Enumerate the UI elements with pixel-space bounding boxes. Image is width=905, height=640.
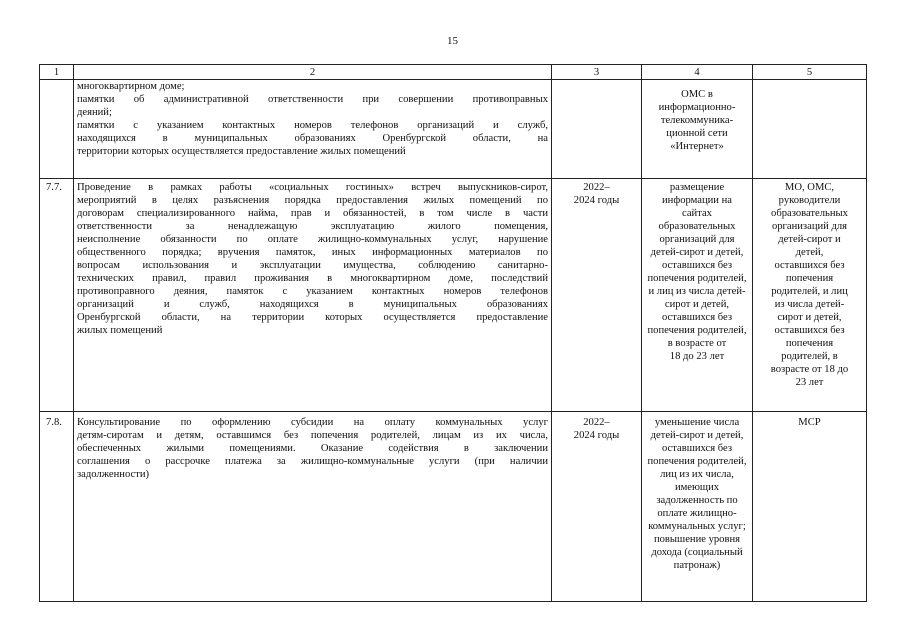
description-line: задолженности) — [77, 469, 150, 480]
cell-line: телекоммуника- — [660, 115, 734, 126]
description-line: неисполнение обязанности по оплате жилищно-коммунальных услуг, нарушение — [77, 234, 548, 245]
cell-line: 23 лет — [795, 377, 824, 388]
cell-line: попечения родителей, — [647, 325, 747, 336]
description-line: обеспеченных жилыми помещениями. Оказание содействия в заключении — [77, 443, 548, 454]
cell-line: оставшихся без — [661, 443, 733, 454]
cell-line: детей-сирот и — [778, 234, 841, 245]
description-line: ответственности за ненадлежащую эксплуатацию жилого помещения, — [77, 221, 548, 232]
cell-line: образовательных — [658, 221, 736, 232]
cell-line: информационно- — [658, 102, 736, 113]
cell-line: дохода (социальный — [651, 547, 743, 558]
header-col-1: 1 — [40, 65, 74, 80]
cell-line: сирот и детей, — [664, 299, 730, 310]
cell-line: 2022– — [583, 417, 610, 428]
description-line: договорам специализированного найма, прав и обязанностей, в том числе в части — [77, 208, 548, 219]
measure-description — [74, 179, 552, 412]
period-cell — [552, 80, 642, 179]
cell-line: уменьшение числа — [654, 417, 740, 428]
cell-line: оплате жилищно- — [657, 508, 737, 519]
page-number: 15 — [447, 35, 458, 47]
cell-line: оставшихся без — [661, 312, 733, 323]
cell-line: МО, ОМС, — [784, 182, 835, 193]
result-cell — [642, 179, 753, 412]
cell-line: попечения — [785, 273, 834, 284]
cell-line: размещение — [669, 182, 725, 193]
header-col-4: 4 — [642, 65, 753, 80]
cell-line: оставшихся без — [774, 260, 845, 271]
header-col-3: 3 — [552, 65, 642, 80]
cell-line: 2024 годы — [573, 430, 620, 441]
cell-line: и лиц из числа детей- — [648, 286, 746, 297]
description-line: деяний; — [77, 107, 112, 118]
executor-cell — [753, 179, 867, 412]
period-cell — [552, 179, 642, 412]
description-line: детям-сиротам и детям, оставшимся без попечения родителей, лицам из их числа, — [77, 430, 548, 441]
cell-line: образовательных — [771, 208, 848, 219]
cell-line: попечения — [785, 338, 834, 349]
description-line: мероприятий в целях разъяснения порядка предоставления жилых помещений по — [77, 195, 548, 206]
measure-description — [74, 412, 552, 602]
cell-line: в возрасте от — [667, 338, 727, 349]
cell-line: оставшихся без — [774, 325, 845, 336]
cell-line: возрасте от 18 до — [770, 364, 849, 375]
cell-line: имеющих — [674, 482, 720, 493]
cell-line: информации на — [662, 195, 732, 206]
table-row — [40, 412, 867, 602]
cell-line: родителей, в — [781, 351, 838, 362]
cell-line: ционной сети — [666, 128, 728, 139]
row-number: 7.8. — [40, 412, 74, 602]
cell-line: МСР — [798, 417, 821, 428]
description-line: Проведение в рамках работы «социальных гостиных» встреч выпускников-сирот, — [77, 182, 548, 193]
measure-description — [74, 80, 552, 179]
executor-cell — [753, 80, 867, 179]
cell-line: из числа детей- — [774, 299, 845, 310]
cell-line: попечения родителей, — [647, 273, 747, 284]
cell-line: организаций для — [771, 221, 848, 232]
cell-line: детей, — [795, 247, 824, 258]
cell-line: попечения родителей, — [647, 456, 747, 467]
description-line: противоправного деяния, памяток с указанием контактных номеров телефонов — [77, 286, 548, 297]
executor-cell — [753, 412, 867, 602]
description-line: многоквартирном доме; — [77, 81, 185, 92]
table-header-row — [40, 65, 867, 80]
cell-line: детей-сирот и детей, — [650, 430, 744, 441]
row-number: 7.7. — [40, 179, 74, 412]
description-line: общественного порядка; вручения памяток, иных информационных материалов по — [77, 247, 548, 258]
header-col-5: 5 — [753, 65, 867, 80]
description-line: памятки с указанием контактных номеров телефонов организаций и служб, — [77, 120, 548, 131]
cell-line: ОМС в — [681, 89, 713, 100]
description-line: вопросам использования и эксплуатации имущества, соблюдению санитарно- — [77, 260, 548, 271]
cell-line: 2024 годы — [573, 195, 620, 206]
description-line: Оренбургской области, на территории которых осуществляется предоставление — [77, 312, 548, 323]
cell-line: 18 до 23 лет — [669, 351, 725, 362]
description-line: технических правил, правил проживания в многоквартирном доме, последствий — [77, 273, 548, 284]
cell-line: оставшихся без — [661, 260, 733, 271]
cell-line: задолженность по — [656, 495, 738, 506]
header-col-2: 2 — [74, 65, 552, 80]
cell-line: детей-сирот и детей, — [650, 247, 744, 258]
period-cell — [552, 412, 642, 602]
table-row — [40, 80, 867, 179]
description-line: территории которых осуществляется предоставление жилых помещений — [77, 146, 406, 157]
description-line: жилых помещений — [77, 325, 163, 336]
row-number — [40, 80, 74, 179]
cell-line: организаций для — [659, 234, 735, 245]
measures-table — [39, 64, 867, 602]
cell-line: 2022– — [583, 182, 610, 193]
result-cell — [642, 80, 753, 179]
cell-line: руководители — [778, 195, 841, 206]
description-line: соглашения о рассрочке платежа за жилищно-коммунальные услуги (при наличии — [77, 456, 548, 467]
cell-line: патронаж) — [673, 560, 721, 571]
cell-line: сайтах — [682, 208, 712, 219]
cell-line: родителей, и лиц — [771, 286, 848, 297]
result-cell — [642, 412, 753, 602]
cell-line: коммунальных услуг; — [648, 521, 746, 532]
cell-line: сирот и детей, — [777, 312, 842, 323]
description-line: памятки об административной ответственности при совершении противоправных — [77, 94, 548, 105]
cell-line: повышение уровня — [653, 534, 741, 545]
description-line: Консультирование по оформлению субсидии на оплату коммунальных услуг — [77, 417, 548, 428]
description-line: организаций и служб, находящихся в муниципальных образованиях — [77, 299, 548, 310]
table-row — [40, 179, 867, 412]
cell-line: «Интернет» — [670, 141, 724, 152]
cell-line: лиц из их числа, — [660, 469, 734, 480]
description-line: находящихся в муниципальных образованиях Оренбургской области, на — [77, 133, 548, 144]
